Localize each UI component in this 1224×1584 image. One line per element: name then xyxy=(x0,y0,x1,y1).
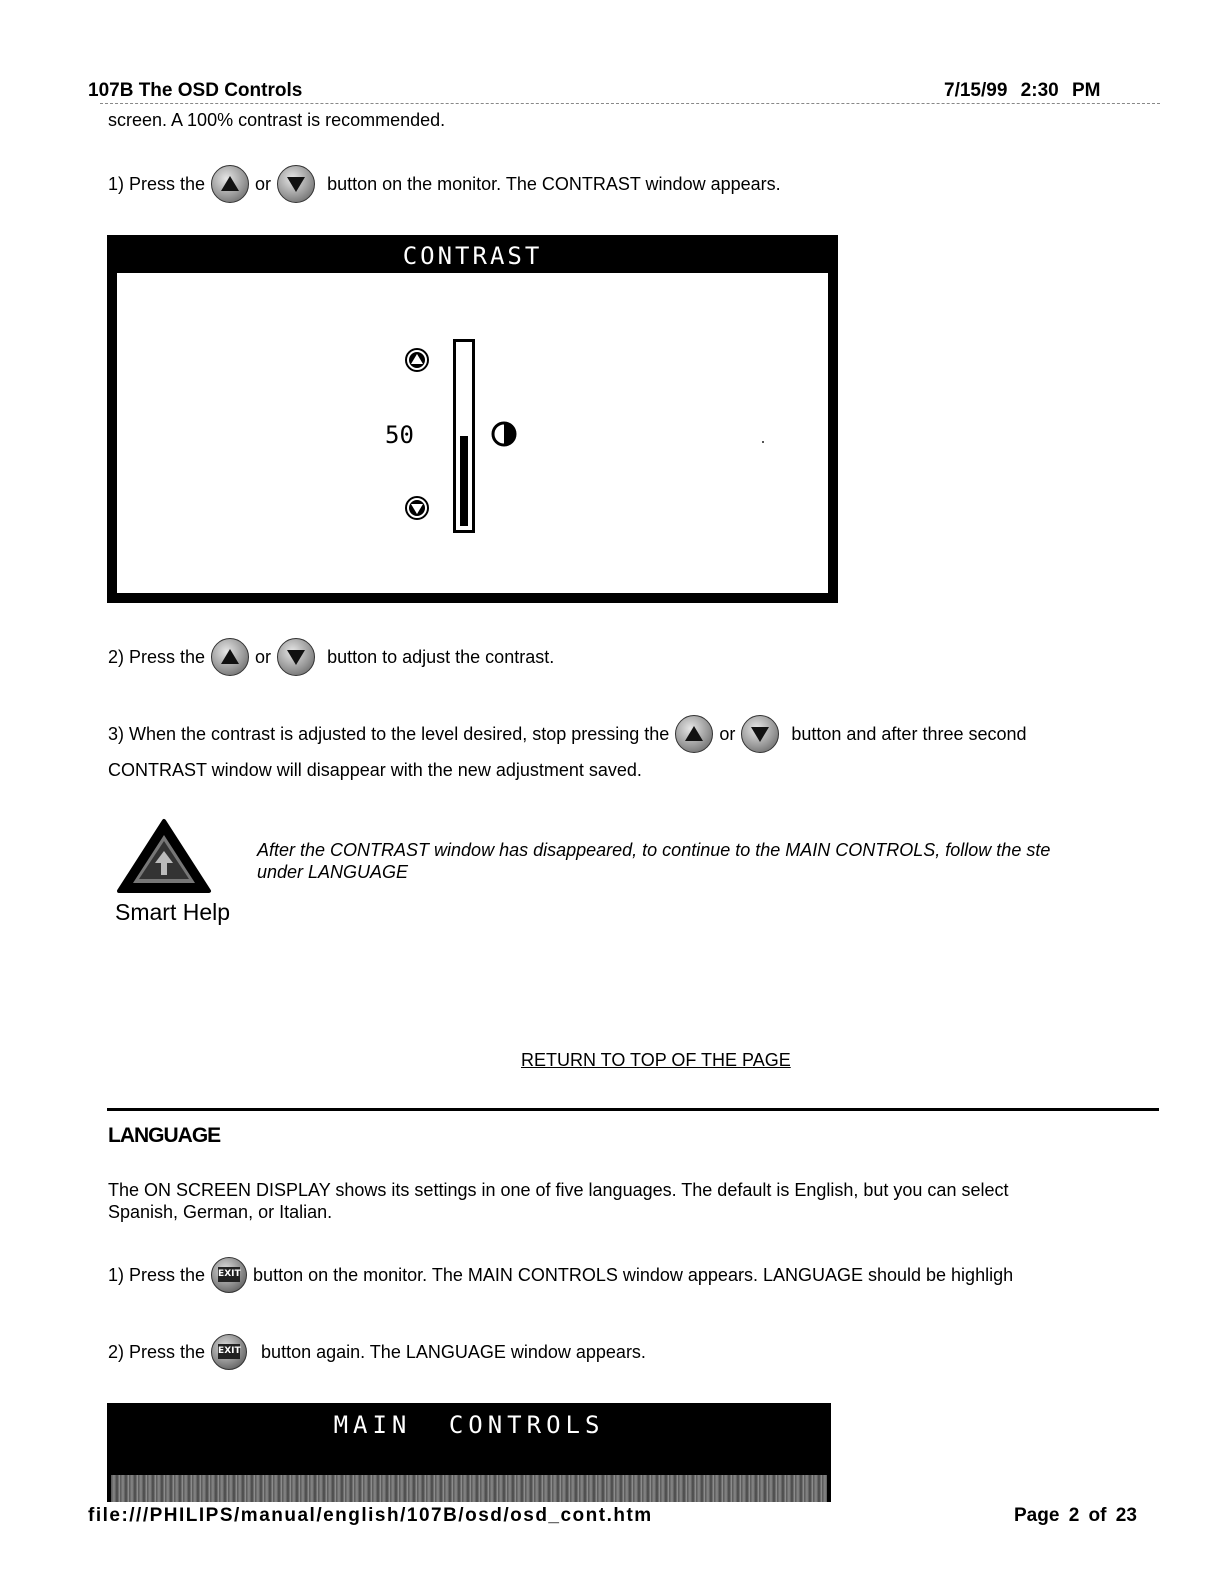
contrast-step-3: 3) When the contrast is adjusted to the level desired, stop pressing the or button and after three second xyxy=(108,715,1027,753)
contrast-step-1: 1) Press the or button on the monitor. The CONTRAST window appears. xyxy=(108,165,781,203)
contrast-down-icon xyxy=(404,495,430,521)
contrast-window xyxy=(107,235,838,603)
language-heading: LANGUAGE xyxy=(108,1124,221,1147)
exit-button-icon: EXIT xyxy=(211,1257,247,1293)
exit-button-icon: EXIT xyxy=(211,1334,247,1370)
footer-page: Page 2 of 23 xyxy=(1014,1505,1137,1526)
contrast-symbol-icon xyxy=(490,420,518,448)
footer-path: file:///PHILIPS/manual/english/107B/osd/osd_cont.htm xyxy=(88,1505,653,1526)
main-controls-title: MAIN CONTROLS xyxy=(107,1403,831,1447)
up-button-icon xyxy=(211,165,249,203)
speck xyxy=(762,441,764,443)
contrast-step-3-line2: CONTRAST window will disappear with the new adjustment saved. xyxy=(108,760,642,780)
smart-help-text-line1: After the CONTRAST window has disappeared, to continue to the MAIN CONTROLS, follow the ste xyxy=(257,840,1051,860)
smart-help-icon xyxy=(115,817,213,895)
contrast-level-bar xyxy=(453,339,475,533)
main-controls-window xyxy=(107,1403,831,1502)
intro-text: screen. A 100% contrast is recommended. xyxy=(108,110,446,130)
language-para-line2: Spanish, German, or Italian. xyxy=(108,1202,333,1222)
language-para-line1: The ON SCREEN DISPLAY shows its settings in one of five languages. The default is English, but you can select xyxy=(108,1180,1009,1200)
language-step-2: 2) Press the EXIT button again. The LANGUAGE window appears. xyxy=(108,1334,646,1370)
contrast-level-fill xyxy=(460,436,468,526)
up-button-icon xyxy=(211,638,249,676)
page-header-datetime: 7/15/99 2:30 PM xyxy=(944,80,1101,101)
contrast-window-body xyxy=(117,273,828,593)
up-button-icon xyxy=(675,715,713,753)
main-controls-icon-strip xyxy=(111,1475,827,1502)
language-step-1: 1) Press the EXIT button on the monitor. The MAIN CONTROLS window appears. LANGUAGE should be highligh xyxy=(108,1257,1013,1293)
down-button-icon xyxy=(277,638,315,676)
down-button-icon xyxy=(277,165,315,203)
contrast-step-2: 2) Press the or button to adjust the contrast. xyxy=(108,638,554,676)
contrast-window-title: CONTRAST xyxy=(107,235,838,273)
smart-help-label: Smart Help xyxy=(115,899,231,925)
header-divider xyxy=(100,103,1160,104)
contrast-up-icon xyxy=(404,347,430,373)
down-button-icon xyxy=(741,715,779,753)
page-header-title: 107B The OSD Controls xyxy=(88,80,303,101)
section-divider xyxy=(107,1108,1159,1111)
smart-help-text-line2: under LANGUAGE xyxy=(257,862,409,882)
return-to-top-link[interactable]: RETURN TO TOP OF THE PAGE xyxy=(521,1050,791,1070)
contrast-value: 50 xyxy=(385,421,414,449)
